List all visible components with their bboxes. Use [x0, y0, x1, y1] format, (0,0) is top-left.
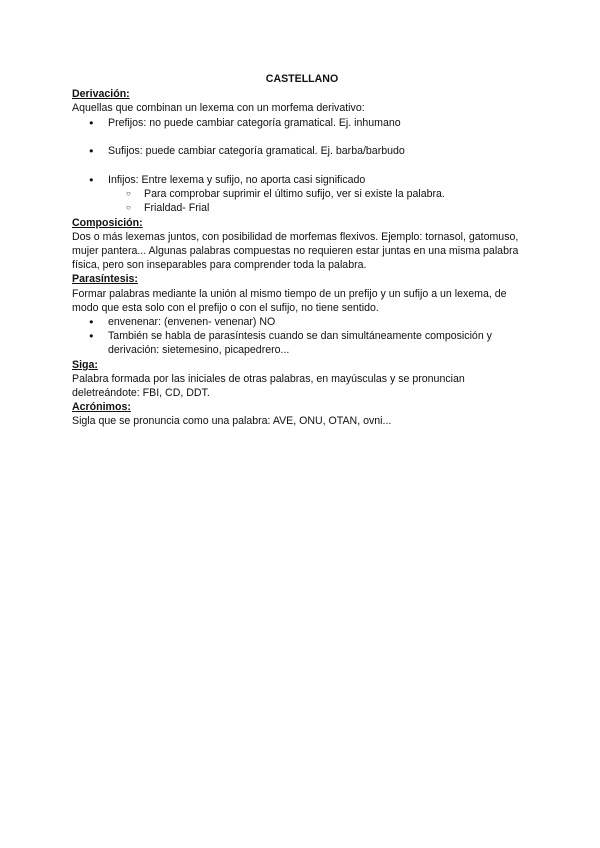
section-siga	[72, 358, 532, 401]
document-title: CASTELLANO	[265, 73, 339, 85]
heading-parasintesis: Parasíntesis:	[72, 273, 138, 286]
section-acronimos	[72, 400, 532, 428]
parasintesis-text: Formar palabras mediante la unión al mismo tiempo de un prefijo y un sufijo a un lexema, de modo que esta solo con el prefijo o con el sufijo, no tiene sentido.	[72, 287, 507, 314]
list-item-infijos	[72, 173, 532, 216]
document-page	[72, 72, 532, 429]
list-item: ● envenenar: (envenen- venenar) NO	[72, 315, 532, 329]
section-parasintesis	[72, 272, 532, 357]
list-item-text: Sufijos: puede cambiar categoría gramatical. Ej. barba/barbudo	[108, 145, 405, 158]
heading-derivacion: Derivación:	[72, 88, 130, 101]
list-item: ● También se habla de parasíntesis cuando se dan simultáneamente composición y derivación: sietemesino, picapedrero...	[72, 329, 532, 357]
derivacion-list	[72, 116, 532, 216]
heading-siga: Siga:	[72, 358, 98, 371]
composicion-text: Dos o más lexemas juntos, con posibilidad de morfemas flexivos. Ejemplo: tornasol, gatomuso, mujer pantera... Algunas palabras compuestas no requieren estar juntas en una misma palabra física, pero son inseparables para comprender toda la palabra.	[72, 230, 519, 272]
heading-composicion: Composición:	[72, 216, 143, 229]
section-composicion	[72, 216, 532, 273]
heading-acronimos: Acrónimos:	[72, 401, 131, 414]
sublist-item: ○ Para comprobar suprimir el último sufijo, ver si existe la palabra.	[108, 187, 532, 201]
acronimos-text: Sigla que se pronuncia como una palabra: AVE, ONU, OTAN, ovni...	[72, 415, 392, 428]
siga-text: Palabra formada por las iniciales de otras palabras, en mayúsculas y se pronuncian deletreándote: FBI, CD, DDT.	[72, 372, 465, 400]
infijos-sublist	[108, 187, 532, 215]
derivacion-intro: Aquellas que combinan un lexema con un morfema derivativo:	[72, 102, 365, 115]
parasintesis-list	[72, 315, 532, 358]
list-item-text: Prefijos: no puede cambiar categoría gramatical. Ej. inhumano	[108, 116, 401, 129]
section-derivacion	[72, 87, 532, 215]
list-item-sufijos	[72, 144, 532, 158]
sublist-item: ○ Frialdad- Frial	[108, 201, 532, 215]
list-item-text: Infijos: Entre lexema y sufijo, no aporta casi significado	[108, 174, 366, 187]
list-item-prefijos	[72, 116, 532, 130]
